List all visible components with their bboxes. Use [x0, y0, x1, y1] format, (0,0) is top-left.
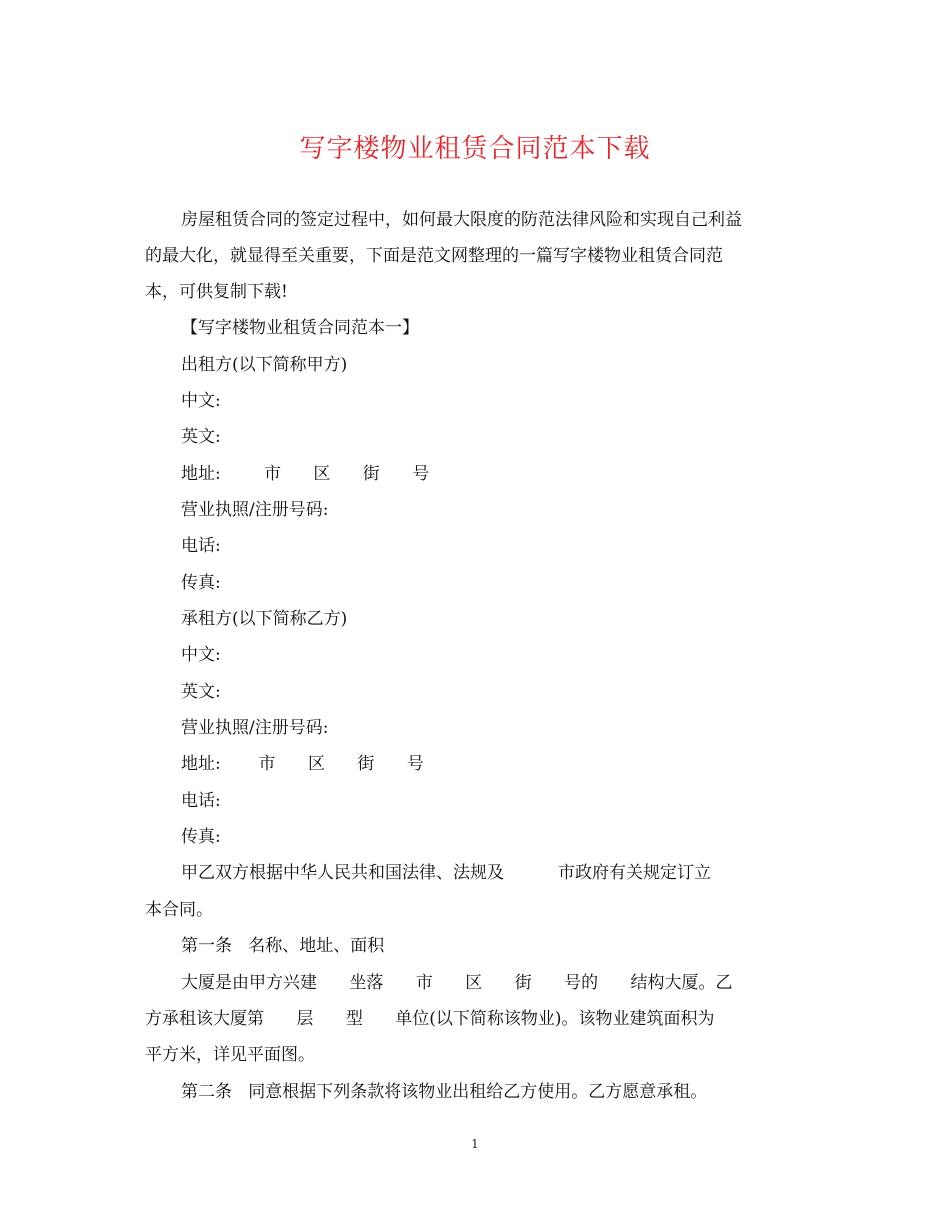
field-label: 传真:	[181, 827, 221, 847]
field-label: 地址: 市 区 街 号	[181, 754, 424, 774]
section-heading: 【写字楼物业租赁合同范本一】	[181, 318, 419, 338]
page-number: 1	[471, 1137, 479, 1151]
body-line: 出租方(以下简称甲方)	[181, 355, 348, 375]
field-label: 传真:	[181, 573, 221, 593]
field-label: 电话:	[181, 791, 221, 811]
body-line: 承租方(以下简称乙方)	[181, 609, 348, 629]
body-line: 平方米，详见平面图。	[145, 1045, 315, 1065]
field-label: 英文:	[181, 427, 221, 447]
body-line: 本，可供复制下载!	[145, 282, 288, 302]
field-label: 英文:	[181, 682, 221, 702]
field-label: 电话:	[181, 536, 221, 556]
field-label: 营业执照/注册号码:	[181, 500, 329, 520]
body-line: 的最大化，就显得至关重要，下面是范文网整理的一篇写字楼物业租赁合同范	[145, 246, 723, 266]
body-line: 大厦是由甲方兴建 坐落 市 区 街 号的 结构大厦。乙	[181, 973, 733, 993]
field-label: 营业执照/注册号码:	[181, 718, 329, 738]
field-label: 中文:	[181, 391, 221, 411]
document-title: 写字楼物业租赁合同范本下载	[299, 134, 651, 164]
field-label: 中文:	[181, 645, 221, 665]
body-line: 房屋租赁合同的签定过程中，如何最大限度的防范法律风险和实现自己利益	[181, 210, 742, 230]
field-label: 地址: 市 区 街 号	[181, 464, 430, 484]
body-line: 本合同。	[145, 900, 213, 920]
body-line: 甲乙双方根据中华人民共和国法律、法规及 市政府有关规定订立	[181, 863, 712, 883]
body-line: 方承租该大厦第 层 型 单位(以下简称该物业)。该物业建筑面积为	[145, 1009, 715, 1029]
article-heading: 第一条 名称、地址、面积	[181, 936, 385, 956]
article-heading: 第二条 同意根据下列条款将该物业出租给乙方使用。乙方愿意承租。	[181, 1082, 708, 1102]
